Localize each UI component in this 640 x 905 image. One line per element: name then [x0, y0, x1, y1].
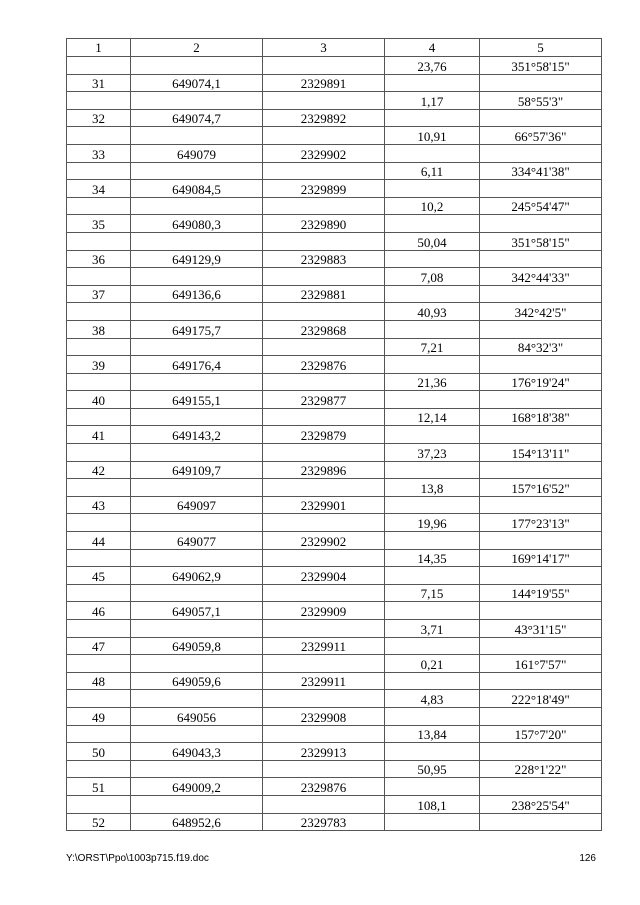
table-row: [67, 356, 602, 374]
cell-point-number: 42: [67, 461, 131, 479]
cell-y-coordinate: 2329909: [263, 602, 385, 620]
cell-distance: 10,2: [385, 197, 480, 215]
cell-point-number: 52: [67, 813, 131, 831]
header-col-1: 1: [67, 39, 131, 57]
cell-distance: 108,1: [385, 795, 480, 813]
cell-x-coordinate: [131, 127, 263, 145]
cell-distance: 37,23: [385, 444, 480, 462]
cell-y-coordinate: [263, 620, 385, 638]
cell-y-coordinate: 2329911: [263, 637, 385, 655]
cell-point-number: [67, 57, 131, 75]
cell-y-coordinate: 2329879: [263, 426, 385, 444]
table-row: [67, 532, 602, 550]
cell-y-coordinate: [263, 338, 385, 356]
cell-distance: [385, 707, 480, 725]
cell-distance: [385, 180, 480, 198]
cell-bearing: 144°19'55": [480, 584, 602, 602]
cell-y-coordinate: 2329902: [263, 144, 385, 162]
cell-x-coordinate: 649077: [131, 532, 263, 550]
cell-bearing: 58°55'3": [480, 92, 602, 110]
table-row: [67, 444, 602, 462]
cell-x-coordinate: [131, 373, 263, 391]
cell-point-number: [67, 232, 131, 250]
cell-y-coordinate: 2329911: [263, 672, 385, 690]
cell-bearing: 161°7'57": [480, 655, 602, 673]
cell-bearing: 342°44'33": [480, 268, 602, 286]
cell-bearing: [480, 602, 602, 620]
table-row: [67, 549, 602, 567]
table-row: [67, 57, 602, 75]
cell-x-coordinate: [131, 338, 263, 356]
cell-y-coordinate: 2329783: [263, 813, 385, 831]
table-row: [67, 92, 602, 110]
cell-x-coordinate: [131, 57, 263, 75]
cell-x-coordinate: 649109,7: [131, 461, 263, 479]
cell-point-number: [67, 444, 131, 462]
cell-y-coordinate: [263, 479, 385, 497]
cell-x-coordinate: [131, 584, 263, 602]
table-row: [67, 725, 602, 743]
cell-x-coordinate: [131, 162, 263, 180]
cell-y-coordinate: [263, 690, 385, 708]
cell-x-coordinate: 649079: [131, 144, 263, 162]
cell-x-coordinate: [131, 620, 263, 638]
cell-y-coordinate: 2329877: [263, 391, 385, 409]
cell-point-number: 50: [67, 743, 131, 761]
cell-point-number: [67, 655, 131, 673]
cell-bearing: [480, 109, 602, 127]
cell-point-number: [67, 162, 131, 180]
footer-file-path: Y:\ORST\Ppo\1003p715.f19.doc: [66, 853, 209, 864]
cell-bearing: [480, 813, 602, 831]
header-col-4: 4: [385, 39, 480, 57]
cell-point-number: [67, 479, 131, 497]
cell-y-coordinate: [263, 760, 385, 778]
cell-bearing: [480, 215, 602, 233]
cell-point-number: 46: [67, 602, 131, 620]
cell-point-number: [67, 725, 131, 743]
cell-y-coordinate: [263, 268, 385, 286]
cell-bearing: [480, 180, 602, 198]
cell-bearing: [480, 637, 602, 655]
cell-bearing: 168°18'38": [480, 408, 602, 426]
footer-page-number: 126: [579, 853, 596, 864]
table-row: [67, 778, 602, 796]
cell-bearing: 238°25'54": [480, 795, 602, 813]
coordinates-table: [66, 38, 602, 831]
cell-y-coordinate: 2329876: [263, 778, 385, 796]
cell-x-coordinate: [131, 725, 263, 743]
cell-bearing: 157°16'52": [480, 479, 602, 497]
cell-point-number: [67, 760, 131, 778]
cell-distance: 4,83: [385, 690, 480, 708]
cell-point-number: [67, 620, 131, 638]
cell-point-number: [67, 268, 131, 286]
cell-distance: [385, 813, 480, 831]
cell-y-coordinate: 2329881: [263, 285, 385, 303]
table-row: [67, 285, 602, 303]
table-row: [67, 620, 602, 638]
cell-bearing: [480, 356, 602, 374]
cell-x-coordinate: 649074,7: [131, 109, 263, 127]
table-row: [67, 584, 602, 602]
cell-bearing: [480, 567, 602, 585]
cell-y-coordinate: [263, 408, 385, 426]
cell-y-coordinate: [263, 127, 385, 145]
cell-distance: [385, 285, 480, 303]
table-row: [67, 303, 602, 321]
cell-bearing: 157°7'20": [480, 725, 602, 743]
table-row: [67, 320, 602, 338]
cell-point-number: 31: [67, 74, 131, 92]
cell-point-number: 37: [67, 285, 131, 303]
table-row: [67, 250, 602, 268]
table-row: [67, 760, 602, 778]
table-row: [67, 180, 602, 198]
cell-point-number: 48: [67, 672, 131, 690]
cell-x-coordinate: 649143,2: [131, 426, 263, 444]
cell-point-number: 38: [67, 320, 131, 338]
cell-bearing: 245°54'47": [480, 197, 602, 215]
cell-point-number: 47: [67, 637, 131, 655]
cell-x-coordinate: [131, 549, 263, 567]
cell-distance: 1,17: [385, 92, 480, 110]
cell-x-coordinate: [131, 197, 263, 215]
cell-distance: 14,35: [385, 549, 480, 567]
cell-y-coordinate: [263, 373, 385, 391]
cell-distance: 19,96: [385, 514, 480, 532]
cell-distance: [385, 532, 480, 550]
table-row: [67, 567, 602, 585]
cell-y-coordinate: [263, 514, 385, 532]
cell-y-coordinate: 2329904: [263, 567, 385, 585]
cell-x-coordinate: 649129,9: [131, 250, 263, 268]
cell-distance: 21,36: [385, 373, 480, 391]
cell-distance: 3,71: [385, 620, 480, 638]
cell-x-coordinate: [131, 303, 263, 321]
cell-distance: 13,84: [385, 725, 480, 743]
cell-point-number: [67, 197, 131, 215]
cell-distance: [385, 391, 480, 409]
cell-y-coordinate: [263, 92, 385, 110]
header-col-2: 2: [131, 39, 263, 57]
cell-x-coordinate: 649056: [131, 707, 263, 725]
cell-x-coordinate: 649136,6: [131, 285, 263, 303]
cell-y-coordinate: [263, 444, 385, 462]
cell-bearing: 43°31'15": [480, 620, 602, 638]
cell-x-coordinate: [131, 232, 263, 250]
cell-bearing: 66°57'36": [480, 127, 602, 145]
table-row: [67, 373, 602, 391]
cell-point-number: 35: [67, 215, 131, 233]
cell-y-coordinate: [263, 197, 385, 215]
cell-distance: [385, 672, 480, 690]
table-row: [67, 408, 602, 426]
table-row: [67, 795, 602, 813]
cell-y-coordinate: [263, 584, 385, 602]
cell-distance: [385, 778, 480, 796]
table-row: [67, 479, 602, 497]
cell-bearing: 351°58'15": [480, 57, 602, 75]
cell-point-number: [67, 408, 131, 426]
cell-point-number: [67, 303, 131, 321]
cell-y-coordinate: 2329896: [263, 461, 385, 479]
cell-distance: [385, 320, 480, 338]
table-row: [67, 602, 602, 620]
cell-x-coordinate: [131, 268, 263, 286]
cell-point-number: [67, 373, 131, 391]
cell-y-coordinate: [263, 725, 385, 743]
cell-distance: [385, 426, 480, 444]
cell-y-coordinate: 2329902: [263, 532, 385, 550]
cell-distance: [385, 743, 480, 761]
cell-y-coordinate: [263, 232, 385, 250]
cell-bearing: [480, 532, 602, 550]
table-row: [67, 162, 602, 180]
cell-point-number: [67, 338, 131, 356]
table-row: [67, 743, 602, 761]
cell-distance: [385, 496, 480, 514]
table-row: [67, 690, 602, 708]
cell-point-number: 49: [67, 707, 131, 725]
cell-bearing: 222°18'49": [480, 690, 602, 708]
cell-distance: 7,08: [385, 268, 480, 286]
cell-x-coordinate: 649175,7: [131, 320, 263, 338]
cell-bearing: [480, 496, 602, 514]
table-row: [67, 391, 602, 409]
cell-point-number: 44: [67, 532, 131, 550]
table-row: [67, 637, 602, 655]
cell-x-coordinate: [131, 690, 263, 708]
cell-distance: 12,14: [385, 408, 480, 426]
table-row: [67, 655, 602, 673]
cell-bearing: [480, 250, 602, 268]
cell-x-coordinate: 649057,1: [131, 602, 263, 620]
cell-y-coordinate: 2329899: [263, 180, 385, 198]
cell-distance: [385, 74, 480, 92]
cell-distance: [385, 250, 480, 268]
cell-x-coordinate: [131, 444, 263, 462]
table-row: [67, 268, 602, 286]
cell-x-coordinate: 649074,1: [131, 74, 263, 92]
cell-y-coordinate: [263, 549, 385, 567]
cell-point-number: 51: [67, 778, 131, 796]
cell-distance: 7,21: [385, 338, 480, 356]
table-row: [67, 215, 602, 233]
cell-x-coordinate: 649176,4: [131, 356, 263, 374]
cell-x-coordinate: [131, 479, 263, 497]
table-row: [67, 144, 602, 162]
cell-distance: 10,91: [385, 127, 480, 145]
cell-distance: [385, 637, 480, 655]
cell-y-coordinate: 2329883: [263, 250, 385, 268]
cell-x-coordinate: 649097: [131, 496, 263, 514]
table-row: [67, 338, 602, 356]
cell-point-number: 43: [67, 496, 131, 514]
cell-bearing: 84°32'3": [480, 338, 602, 356]
cell-distance: 23,76: [385, 57, 480, 75]
cell-distance: 6,11: [385, 162, 480, 180]
cell-x-coordinate: 649080,3: [131, 215, 263, 233]
cell-x-coordinate: [131, 408, 263, 426]
cell-x-coordinate: [131, 514, 263, 532]
cell-bearing: 176°19'24": [480, 373, 602, 391]
cell-bearing: [480, 144, 602, 162]
cell-x-coordinate: 649059,8: [131, 637, 263, 655]
cell-y-coordinate: 2329868: [263, 320, 385, 338]
cell-y-coordinate: [263, 655, 385, 673]
cell-point-number: [67, 127, 131, 145]
table-row: [67, 707, 602, 725]
table-row: [67, 426, 602, 444]
cell-bearing: [480, 461, 602, 479]
table-row: [67, 74, 602, 92]
cell-x-coordinate: [131, 92, 263, 110]
cell-point-number: 45: [67, 567, 131, 585]
table-row: [67, 461, 602, 479]
table-row: [67, 109, 602, 127]
cell-y-coordinate: 2329913: [263, 743, 385, 761]
cell-bearing: [480, 743, 602, 761]
cell-bearing: [480, 707, 602, 725]
cell-distance: [385, 567, 480, 585]
cell-bearing: [480, 74, 602, 92]
cell-y-coordinate: [263, 162, 385, 180]
cell-bearing: 169°14'17": [480, 549, 602, 567]
cell-y-coordinate: 2329890: [263, 215, 385, 233]
cell-bearing: [480, 778, 602, 796]
cell-x-coordinate: [131, 655, 263, 673]
cell-distance: [385, 109, 480, 127]
table-row: [67, 813, 602, 831]
table-row: [67, 197, 602, 215]
cell-point-number: [67, 690, 131, 708]
header-col-3: 3: [263, 39, 385, 57]
cell-bearing: 228°1'22": [480, 760, 602, 778]
cell-x-coordinate: 649062,9: [131, 567, 263, 585]
cell-bearing: [480, 426, 602, 444]
cell-point-number: 41: [67, 426, 131, 444]
cell-point-number: 33: [67, 144, 131, 162]
cell-x-coordinate: 649059,6: [131, 672, 263, 690]
table-row: [67, 127, 602, 145]
cell-bearing: 177°23'13": [480, 514, 602, 532]
cell-distance: [385, 356, 480, 374]
cell-point-number: 32: [67, 109, 131, 127]
cell-distance: [385, 461, 480, 479]
cell-y-coordinate: 2329876: [263, 356, 385, 374]
table-row: [67, 514, 602, 532]
cell-point-number: [67, 514, 131, 532]
coordinates-table-body: [67, 39, 602, 831]
cell-distance: 40,93: [385, 303, 480, 321]
cell-distance: [385, 144, 480, 162]
cell-y-coordinate: 2329908: [263, 707, 385, 725]
cell-bearing: 154°13'11": [480, 444, 602, 462]
cell-y-coordinate: 2329892: [263, 109, 385, 127]
cell-x-coordinate: 648952,6: [131, 813, 263, 831]
cell-point-number: [67, 795, 131, 813]
cell-distance: 7,15: [385, 584, 480, 602]
cell-x-coordinate: 649084,5: [131, 180, 263, 198]
table-header-row: [67, 39, 602, 57]
cell-x-coordinate: [131, 795, 263, 813]
cell-bearing: 342°42'5": [480, 303, 602, 321]
cell-distance: 13,8: [385, 479, 480, 497]
cell-bearing: 351°58'15": [480, 232, 602, 250]
cell-point-number: 36: [67, 250, 131, 268]
cell-x-coordinate: 649009,2: [131, 778, 263, 796]
cell-y-coordinate: 2329901: [263, 496, 385, 514]
cell-point-number: 40: [67, 391, 131, 409]
cell-bearing: [480, 672, 602, 690]
table-row: [67, 232, 602, 250]
cell-distance: 50,04: [385, 232, 480, 250]
cell-x-coordinate: [131, 760, 263, 778]
cell-point-number: [67, 92, 131, 110]
cell-distance: 0,21: [385, 655, 480, 673]
cell-bearing: 334°41'38": [480, 162, 602, 180]
cell-y-coordinate: [263, 795, 385, 813]
cell-y-coordinate: [263, 57, 385, 75]
cell-distance: [385, 215, 480, 233]
cell-point-number: [67, 584, 131, 602]
cell-point-number: [67, 549, 131, 567]
cell-x-coordinate: 649155,1: [131, 391, 263, 409]
table-row: [67, 672, 602, 690]
cell-y-coordinate: [263, 303, 385, 321]
cell-distance: 50,95: [385, 760, 480, 778]
cell-point-number: 39: [67, 356, 131, 374]
cell-bearing: [480, 391, 602, 409]
cell-distance: [385, 602, 480, 620]
cell-point-number: 34: [67, 180, 131, 198]
cell-bearing: [480, 285, 602, 303]
cell-x-coordinate: 649043,3: [131, 743, 263, 761]
header-col-5: 5: [480, 39, 602, 57]
table-row: [67, 496, 602, 514]
cell-bearing: [480, 320, 602, 338]
cell-y-coordinate: 2329891: [263, 74, 385, 92]
